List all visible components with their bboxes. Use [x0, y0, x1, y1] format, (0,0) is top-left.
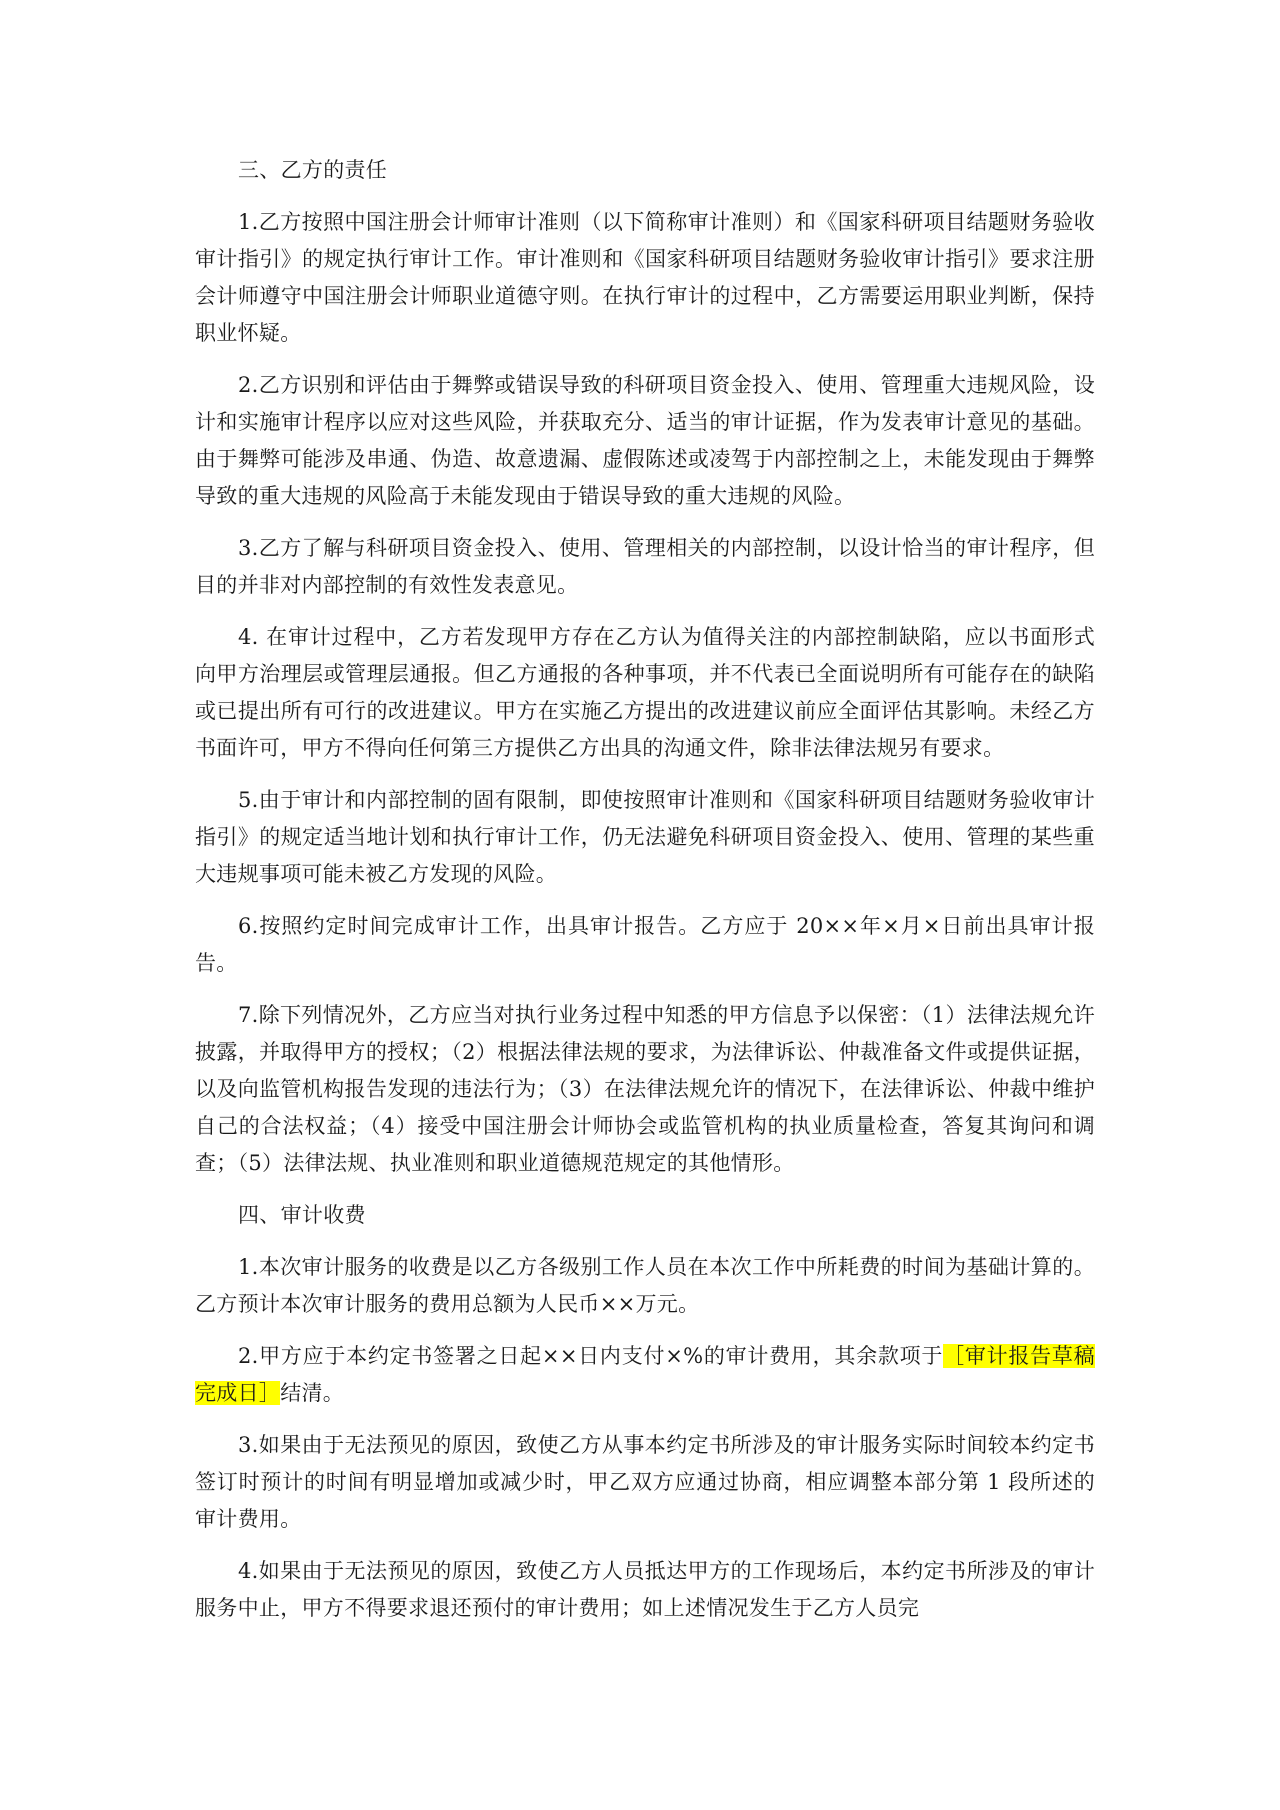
paragraph: 2.乙方识别和评估由于舞弊或错误导致的科研项目资金投入、使用、管理重大违规风险，设计和实施审计程序以应对这些风险，并获取充分、适当的审计证据，作为发表审计意见的基础。由于舞弊可能涉及串通、伪造、故意遗漏、虚假陈述或凌驾于内部控制之上，未能发现由于舞弊导致的重大违规的风险高于未能发现由于错误导致的重大违规的风险。: [195, 373, 1095, 508]
highlighted-placeholder: ［审计报告草稿完成日］: [195, 1344, 1095, 1405]
paragraph: 4. 在审计过程中，乙方若发现甲方存在乙方认为值得关注的内部控制缺陷，应以书面形式向甲方治理层或管理层通报。但乙方通报的各种事项，并不代表已全面说明所有可能存在的缺陷或已提出所有可行的改进建议。甲方在实施乙方提出的改进建议前应全面评估其影响。未经乙方书面许可，甲方不得向任何第三方提供乙方出具的沟通文件，除非法律法规另有要求。: [195, 625, 1095, 760]
section-heading-audit-fees: 四、审计收费: [238, 1203, 366, 1227]
paragraph: 1.乙方按照中国注册会计师审计准则（以下简称审计准则）和《国家科研项目结题财务验收审计指引》的规定执行审计工作。审计准则和《国家科研项目结题财务验收审计指引》要求注册会计师遵守中国注册会计师职业道德守则。在执行审计的过程中，乙方需要运用职业判断，保持职业怀疑。: [195, 210, 1095, 345]
paragraph: 7.除下列情况外，乙方应当对执行业务过程中知悉的甲方信息予以保密：（1）法律法规允许披露，并取得甲方的授权；（2）根据法律法规的要求，为法律诉讼、仲裁准备文件或提供证据，以及向监管机构报告发现的违法行为；（3）在法律法规允许的情况下，在法律诉讼、仲裁中维护自己的合法权益；（4）接受中国注册会计师协会或监管机构的执业质量检查，答复其询问和调查；（5）法律法规、执业准则和职业道德规范规定的其他情形。: [195, 1003, 1095, 1175]
paragraph: 3.乙方了解与科研项目资金投入、使用、管理相关的内部控制，以设计恰当的审计程序，但目的并非对内部控制的有效性发表意见。: [195, 536, 1095, 597]
paragraph: 4.如果由于无法预见的原因，致使乙方人员抵达甲方的工作现场后，本约定书所涉及的审计服务中止，甲方不得要求退还预付的审计费用；如上述情况发生于乙方人员完: [195, 1559, 1095, 1620]
section-heading-responsibilities: 三、乙方的责任: [238, 158, 388, 182]
paragraph-with-highlight: [195, 1338, 1095, 1412]
paragraph-text: 2.甲方应于本约定书签署之日起××日内支付×%的审计费用，其余款项于: [238, 1344, 944, 1368]
paragraph: 6.按照约定时间完成审计工作，出具审计报告。乙方应于 20××年×月×日前出具审计报告。: [195, 914, 1095, 975]
paragraph: 3.如果由于无法预见的原因，致使乙方从事本约定书所涉及的审计服务实际时间较本约定书签订时预计的时间有明显增加或减少时，甲乙双方应通过协商，相应调整本部分第 1 段所述的审计费用。: [195, 1433, 1095, 1531]
document-page: [195, 152, 1095, 1642]
paragraph: 5.由于审计和内部控制的固有限制，即使按照审计准则和《国家科研项目结题财务验收审计指引》的规定适当地计划和执行审计工作，仍无法避免科研项目资金投入、使用、管理的某些重大违规事项可能未被乙方发现的风险。: [195, 788, 1095, 886]
paragraph-text: 结清。: [280, 1381, 345, 1405]
paragraph: 1.本次审计服务的收费是以乙方各级别工作人员在本次工作中所耗费的时间为基础计算的。乙方预计本次审计服务的费用总额为人民币××万元。: [195, 1255, 1095, 1316]
